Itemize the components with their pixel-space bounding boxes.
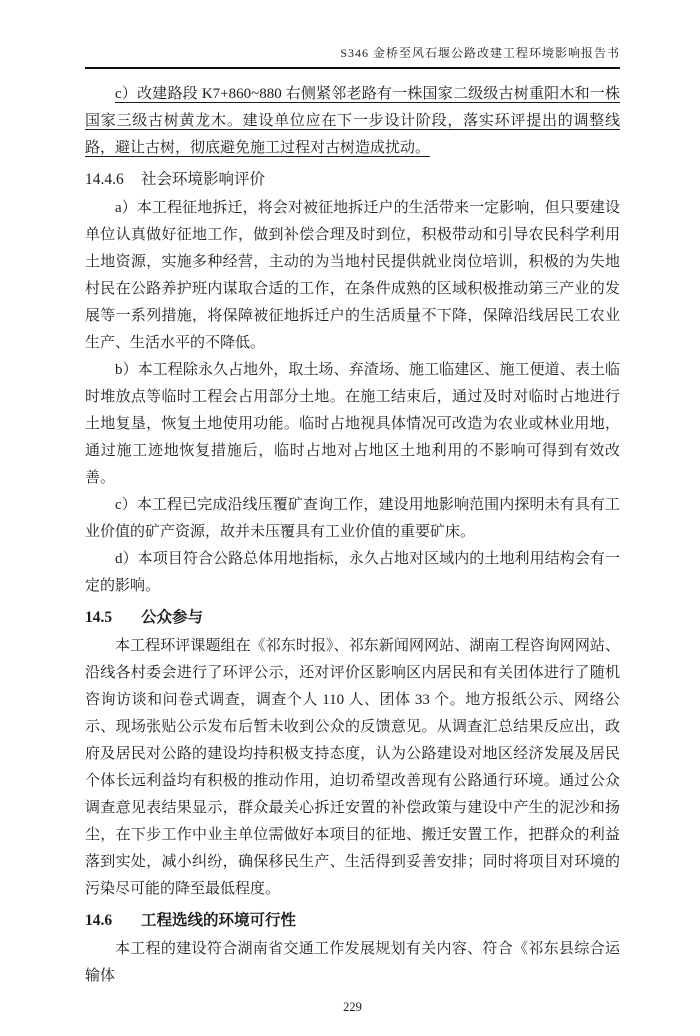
- paragraph-route-selection: 本工程的建设符合湖南省交通工作发展规划有关内容、符合《祁东县综合运输体: [85, 941, 620, 984]
- paragraph-a-land-acquisition: a）本工程征地拆迁，将会对被征地拆迁户的生活带来一定影响，但只要建设单位认真做好征地工作，做到补偿合理及时到位，积极带动和引导农民科学利用土地资源，实施多种经营，主动的为当地村民提供就业岗位培训，积极的为失地村民在公路养护班内谋取合适的工作，在条件成熟的区域积极推动第三产业的发展等一系列措施，将保障被征地拆迁户的生活质量不下降，保障沿线居民工农业生产、生活水平的不降低。: [85, 200, 620, 351]
- paragraph-c-mineral-resources: c）本工程已完成沿线压覆矿查询工作，建设用地影响范围内探明未有具有工业价值的矿产资源，故并未压覆具有工业价值的重要矿床。: [85, 497, 620, 540]
- paragraph-ancient-trees: c）改建路段 K7+860~880 右侧紧邻老路有一株国家二级级古树重阳木和一株国家三级古树黄龙木。建设单位应在下一步设计阶段，落实环评提出的调整线路，避让古树，彻底避免施工过程对古树造成扰动。: [85, 86, 620, 156]
- section-number-14-4-6: 14.4.6: [85, 171, 124, 188]
- paragraph-public-participation: 本工程环评课题组在《祁东时报》、祁东新闻网网站、湖南工程咨询网网站、沿线各村委会进行了环评公示，还对评价区影响区内居民和有关团体进行了随机咨询访谈和问卷式调查，调查个人 110 人、团体 33 个。地方报纸公示、网络公示、现场张贴公示发布后暂未收到公众的反馈意见。从调查汇总结果反应出，政府及居民对公路的建设均持积极支持态度，认为公路建设对地区经济发展及居民个体长远利益均有积极的推动作用，迫切希望改善现有公路通行环境。通过公众调查意见表结果显示，群众最关心拆迁安置的补偿政策与建设中产生的泥沙和扬尘，在下步工作中业主单位需做好本项目的征地、搬迁安置工作，把群众的利益落到实处，减小纠纷，确保移民生产、生活得到妥善安排；同时将项目对环境的污染尽可能的降至最低程度。: [85, 638, 620, 897]
- section-heading-14-5: [85, 604, 620, 631]
- section-number-14-5: 14.5: [85, 609, 113, 626]
- section-title-14-5: 公众参与: [141, 609, 204, 626]
- document-page: [0, 46, 700, 1036]
- page-header: [85, 46, 620, 69]
- paragraph-d-land-use-index: d）本项目符合公路总体用地指标，永久占地对区域内的土地利用结构会有一定的影响。: [85, 551, 620, 594]
- header-rule: [85, 67, 620, 69]
- section-heading-14-4-6: [85, 166, 620, 193]
- section-title-14-6: 工程选线的环境可行性: [141, 912, 297, 929]
- report-title-header: S346 金桥至风石堰公路改建工程环境影响报告书: [340, 46, 620, 60]
- section-number-14-6: 14.6: [85, 912, 113, 929]
- paragraph-b-temporary-land: b）本工程除永久占地外，取土场、弃渣场、施工临建区、施工便道、表土临时堆放点等临时工程会占用部分土地。在施工结束后，通过及时对临时占地进行土地复垦，恢复土地使用功能。临时占地视具体情况可改造为农业或林业用地，通过施工迹地恢复措施后，临时占地对占地区土地利用的不影响可得到有效改善。: [85, 362, 620, 486]
- page-number: 229: [343, 1000, 362, 1014]
- section-heading-14-6: [85, 907, 620, 934]
- document-body: [85, 81, 620, 990]
- section-title-14-4-6: 社会环境影响评价: [141, 171, 266, 188]
